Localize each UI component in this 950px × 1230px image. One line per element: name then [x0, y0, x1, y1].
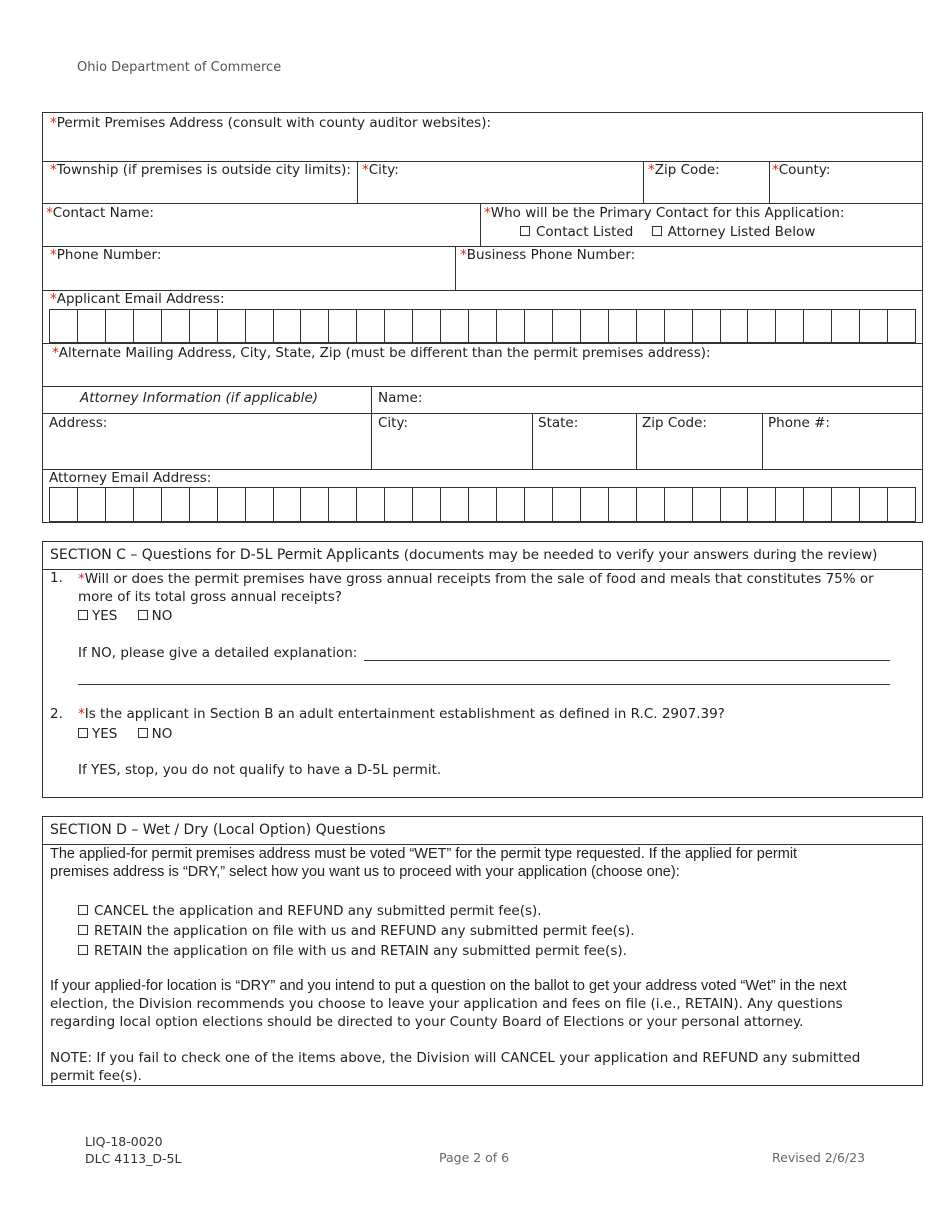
attorney-email-label: Attorney Email Address: [49, 470, 212, 486]
attorney-email-section [43, 470, 923, 523]
attorney-name-label: Name: [378, 390, 423, 406]
q2-followup: If YES, stop, you do not qualify to have a D-5L permit. [78, 762, 442, 778]
option-retain-refund-checkbox[interactable] [78, 925, 88, 935]
section-d-intro-line-1: The applied-for permit premises address must be voted “WET” for the permit type requested. If the applied for permit [50, 846, 798, 862]
zip-code-field[interactable]: *Zip Code: [644, 162, 770, 204]
agency-header: Ohio Department of Commerce [77, 60, 282, 75]
footer-revised-date: Revised 2/6/23 [772, 1150, 866, 1165]
q1-yes-label: YES [92, 608, 118, 624]
attorney-listed-checkbox[interactable] [652, 226, 662, 236]
dry-paragraph-line-1: If your applied-for location is “DRY” and you intend to put a question on the ballot to get your address voted “Wet” in the next [50, 978, 847, 994]
q2-no-checkbox[interactable] [138, 728, 148, 738]
q2-yes-label: YES [92, 726, 118, 742]
township-label: Township (if premises is outside city limits): [56, 162, 351, 178]
section-d-intro-line-2: premises address is “DRY,” select how you want us to proceed with your application (choose one): [50, 864, 680, 880]
township-field[interactable]: *Township (if premises is outside city limits): [43, 162, 358, 204]
zip-code-label: Zip Code: [654, 162, 720, 178]
applicant-info-box [42, 112, 923, 523]
attorney-state-label: State: [538, 415, 579, 431]
note-line-2: permit fee(s). [50, 1068, 142, 1084]
attorney-city-field[interactable] [372, 414, 533, 470]
attorney-address-label: Address: [49, 415, 108, 431]
section-c-title-bar [43, 542, 922, 570]
section-c-title: SECTION C – Questions for D-5L Permit Applicants [50, 547, 400, 563]
contact-listed-checkbox[interactable] [520, 226, 530, 236]
note-line-1: NOTE: If you fail to check one of the items above, the Division will CANCEL your application and REFUND any submitted [50, 1050, 861, 1066]
applicant-email-input[interactable] [49, 309, 916, 343]
primary-contact-label: Who will be the Primary Contact for this Application: [490, 205, 845, 221]
option-retain-retain-checkbox[interactable] [78, 945, 88, 955]
attorney-phone-field[interactable] [763, 414, 923, 470]
required-mark: * [50, 115, 57, 131]
attorney-listed-label: Attorney Listed Below [667, 224, 816, 240]
question-2-number: 2. [50, 706, 63, 722]
q2-no-label: NO [151, 726, 173, 742]
premises-address-label: Permit Premises Address (consult with county auditor websites): [56, 115, 492, 131]
phone-number-label: Phone Number: [56, 247, 162, 263]
business-phone-field[interactable]: *Business Phone Number: [456, 247, 923, 291]
question-1-line-2: more of its total gross annual receipts? [78, 589, 342, 605]
alternate-address-field[interactable]: *Alternate Mailing Address, City, State, Zip (must be different than the permit premises address): [43, 344, 923, 387]
contact-name-label: Contact Name: [52, 205, 154, 221]
q1-yes-checkbox[interactable] [78, 610, 88, 620]
phone-number-field[interactable]: *Phone Number: [43, 247, 456, 291]
attorney-city-label: City: [378, 415, 409, 431]
question-1-line-1: Will or does the permit premises have gross annual receipts from the sale of food and meals that constitutes 75% or [84, 571, 874, 587]
option-cancel-refund-label: CANCEL the application and REFUND any submitted permit fee(s). [94, 903, 542, 919]
city-field[interactable]: *City: [358, 162, 644, 204]
primary-contact-field: *Who will be the Primary Contact for this Application: Contact Listed Attorney Listed Below [481, 204, 923, 247]
section-c-subtitle: (documents may be needed to verify your answers during the review) [403, 547, 878, 563]
q1-no-checkbox[interactable] [138, 610, 148, 620]
business-phone-label: Business Phone Number: [466, 247, 636, 263]
applicant-email-label: Applicant Email Address: [56, 291, 225, 307]
section-c-box: SECTION C – Questions for D-5L Permit Applicants (documents may be needed to verify your answers during the review) 1. *Will or does the permit premises have gross annual receipts from the sale of food and meals that constitutes 75% or more of its total gross annual receipts? YES NO If NO, please give a detailed explanation: 2. *Is the applicant in Section B an adult entertainment establishment as defined in R.C. 2907.39? YES NO If YES, stop, you do not qualify to have a D-5L permit. [42, 541, 923, 798]
footer-page-number: Page 2 of 6 [439, 1150, 510, 1165]
attorney-zip-field[interactable] [637, 414, 763, 470]
alternate-address-label: Alternate Mailing Address, City, State, Zip (must be different than the permit premises address): [58, 345, 711, 361]
premises-address-field[interactable] [43, 113, 923, 162]
option-retain-retain-label: RETAIN the application on file with us and RETAIN any submitted permit fee(s). [94, 943, 627, 959]
q1-no-label: NO [151, 608, 173, 624]
attorney-email-input[interactable] [49, 487, 916, 522]
section-d-box [42, 816, 923, 1086]
section-d-title-bar [43, 817, 922, 845]
question-1-number: 1. [50, 570, 63, 586]
footer-form-code: DLC 4113_D-5L [85, 1151, 182, 1166]
contact-name-field[interactable]: *Contact Name: [43, 204, 481, 247]
attorney-state-field[interactable] [533, 414, 637, 470]
attorney-phone-label: Phone #: [768, 415, 830, 431]
attorney-address-field[interactable] [43, 414, 372, 470]
footer-form-number: LIQ-18-0020 [85, 1134, 163, 1149]
option-retain-refund-label: RETAIN the application on file with us and REFUND any submitted permit fee(s). [94, 923, 635, 939]
q1-explanation-line-2[interactable] [78, 684, 890, 685]
dry-paragraph-line-3: regarding local option elections should be directed to your County Board of Elections or your personal attorney. [50, 1014, 804, 1030]
county-field[interactable]: *County: [770, 162, 923, 204]
attorney-name-field[interactable] [372, 387, 923, 414]
question-2-text: Is the applicant in Section B an adult entertainment establishment as defined in R.C. 2907.39? [84, 706, 725, 722]
attorney-heading: Attorney Information (if applicable) [80, 390, 319, 406]
attorney-zip-label: Zip Code: [642, 415, 707, 431]
option-cancel-refund-checkbox[interactable] [78, 905, 88, 915]
dry-paragraph-line-2: election, the Division recommends you choose to leave your application and fees on file (i.e., RETAIN). Any questions [50, 996, 843, 1012]
section-d-title: SECTION D – Wet / Dry (Local Option) Questions [50, 822, 386, 838]
contact-listed-label: Contact Listed [536, 224, 634, 240]
county-label: County: [778, 162, 831, 178]
q1-explanation-label: If NO, please give a detailed explanation: [78, 645, 358, 661]
applicant-email-section: *Applicant Email Address: [43, 291, 923, 344]
city-label: City: [368, 162, 399, 178]
q1-explanation-line-1[interactable] [364, 660, 890, 661]
attorney-heading-cell [43, 387, 372, 414]
q2-yes-checkbox[interactable] [78, 728, 88, 738]
